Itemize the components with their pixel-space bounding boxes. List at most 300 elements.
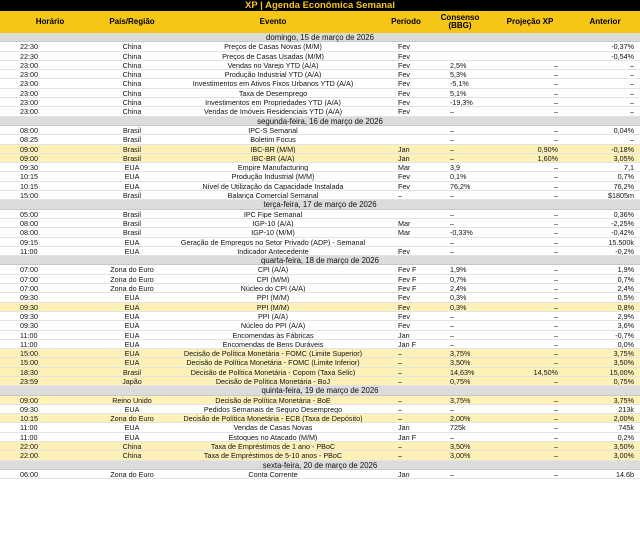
cell-time: 23:00 <box>20 88 38 98</box>
cell-consensus: 3,00% <box>450 451 471 460</box>
cell-country: EUA <box>124 311 140 321</box>
table-row <box>0 442 640 451</box>
cell-event: IBC-BR (A/A) <box>251 153 295 163</box>
cell-time: 23:00 <box>20 107 38 116</box>
cell-consensus: – <box>450 191 454 200</box>
cell-period: Fev F <box>398 284 417 293</box>
cell-period: – <box>398 451 402 460</box>
cell-period: Jan <box>398 330 410 339</box>
cell-event: Núcleo do CPI (A/A) <box>240 284 306 293</box>
cell-event: Geração de Empregos no Setor Privado (ADP) - Semanal <box>180 237 366 246</box>
cell-time: 05:00 <box>20 209 38 218</box>
cell-consensus: 2,4% <box>450 284 467 293</box>
cell-time: 08:25 <box>20 135 38 144</box>
table-row <box>0 377 640 386</box>
cell-country: Brasil <box>123 218 141 228</box>
cell-prior: 3,75% <box>613 349 634 358</box>
cell-event: CPI (A/A) <box>257 265 289 274</box>
cell-country: China <box>122 79 142 88</box>
table-row <box>0 238 640 247</box>
cell-time: 08:00 <box>20 218 38 228</box>
cell-period: Fev <box>398 107 410 116</box>
cell-xp-projection: – <box>554 79 558 88</box>
cell-period <box>382 135 430 143</box>
cell-consensus: 5,3% <box>450 70 467 79</box>
cell-xp-projection: – <box>554 181 558 191</box>
cell-consensus: 0,3% <box>450 293 467 302</box>
cell-xp-projection <box>490 42 570 50</box>
cell-prior: – <box>630 60 634 70</box>
table-row <box>0 358 640 367</box>
table-row <box>0 145 640 154</box>
cell-event: Decisão de Política Monetária - FOMC (Limite Inferior) <box>186 358 360 367</box>
cell-country: China <box>122 70 142 79</box>
cell-period: – <box>398 367 402 376</box>
cell-prior: – <box>630 70 634 79</box>
cell-consensus: – <box>450 125 454 135</box>
cell-xp-projection: – <box>554 163 558 172</box>
cell-country: EUA <box>124 321 140 330</box>
cell-xp-projection: – <box>554 349 558 358</box>
cell-period: Fev <box>398 79 410 88</box>
cell-consensus <box>430 52 490 60</box>
table-row <box>0 79 640 88</box>
cell-country: Brasil <box>123 191 141 200</box>
cell-time: 09:30 <box>20 404 38 414</box>
cell-xp-projection: – <box>554 228 558 237</box>
table-row <box>0 275 640 284</box>
cell-xp-projection: – <box>554 70 558 79</box>
cell-country: China <box>122 60 142 70</box>
cell-prior: 3,75% <box>613 395 634 404</box>
cell-consensus: – <box>450 321 454 330</box>
table-row <box>0 303 640 312</box>
cell-country: EUA <box>124 339 140 349</box>
cell-event: IPC-S Semanal <box>248 125 298 135</box>
cell-time: 09:30 <box>20 302 38 311</box>
cell-time: 09:30 <box>20 293 38 302</box>
cell-period: Fev F <box>398 274 417 284</box>
cell-consensus: -0,33% <box>450 228 473 237</box>
table-row <box>0 433 640 442</box>
cell-consensus: 5,1% <box>450 88 467 98</box>
cell-period: – <box>398 191 402 200</box>
cell-consensus: -19,3% <box>450 98 473 107</box>
date-row: quarta-feira, 18 de março de 2026 <box>0 256 640 265</box>
cell-xp-projection: 0,90% <box>537 144 558 153</box>
cell-xp-projection: – <box>554 376 558 386</box>
cell-event: PPI (A/A) <box>258 311 288 321</box>
cell-event: Conta Corrente <box>248 469 298 479</box>
table-row <box>0 312 640 321</box>
cell-period: Jan F <box>398 339 416 349</box>
cell-country: Brasil <box>123 144 141 153</box>
cell-xp-projection: – <box>554 395 558 404</box>
cell-prior: 3,50% <box>613 442 634 451</box>
cell-prior: – <box>630 79 634 88</box>
table-row <box>0 107 640 116</box>
cell-period: Fev <box>398 42 410 51</box>
cell-time: 07:00 <box>20 265 38 274</box>
cell-consensus: – <box>450 432 454 442</box>
cell-country: EUA <box>124 404 140 414</box>
cell-country: China <box>122 442 142 451</box>
cell-event: Investimentos em Ativos Fixos Urbanos YTD (A/A) <box>192 79 354 88</box>
cell-event: Encomendas de Bens Duráveis <box>222 339 324 349</box>
cell-prior: -0,2% <box>615 246 634 256</box>
table-row <box>0 451 640 460</box>
cell-period: Fev <box>398 172 410 181</box>
cell-xp-projection: – <box>554 284 558 293</box>
table-row <box>0 172 640 181</box>
col-header-prior: Anterior <box>589 17 621 26</box>
cell-consensus: – <box>450 135 454 144</box>
cell-prior: -2,25% <box>611 218 634 228</box>
table-row <box>0 396 640 405</box>
cell-xp-projection: – <box>554 442 558 451</box>
cell-xp-projection: – <box>554 218 558 228</box>
cell-time: 08:00 <box>20 228 38 237</box>
cell-event: Vendas no Varejo YTD (A/A) <box>227 60 319 70</box>
cell-country: EUA <box>124 358 140 367</box>
cell-event: PPI (M/M) <box>256 293 290 302</box>
cell-time: 10:15 <box>20 172 38 181</box>
cell-prior: -0,42% <box>611 228 634 237</box>
cell-country: EUA <box>124 423 140 432</box>
cell-period: Jan <box>398 423 410 432</box>
cell-country: Zona do Euro <box>110 265 154 274</box>
cell-time: 18:30 <box>20 367 38 376</box>
cell-consensus: 2,00% <box>450 414 471 423</box>
table-row <box>0 228 640 237</box>
cell-event: CPI (M/M) <box>256 274 290 284</box>
cell-prior: 3,00% <box>613 451 634 460</box>
table-row <box>0 470 640 479</box>
cell-xp-projection: – <box>554 321 558 330</box>
cell-event: Taxa de Empréstimos de 5-10 anos - PBoC <box>203 451 343 460</box>
cell-period: Jan <box>398 153 410 163</box>
cell-xp-projection <box>490 52 570 60</box>
cell-consensus: 3,50% <box>450 358 471 367</box>
cell-period: Fev <box>398 88 410 98</box>
cell-prior: 745k <box>618 423 634 432</box>
cell-period: Jan <box>398 144 410 153</box>
cell-period <box>382 210 430 218</box>
cell-period: Fev <box>398 181 410 191</box>
cell-event: Pedidos Semanais de Seguro Desemprego <box>203 404 343 414</box>
table-row <box>0 42 640 51</box>
table-body <box>0 33 640 479</box>
cell-period: Fev <box>398 293 410 302</box>
cell-time: 15:00 <box>20 191 38 200</box>
col-header-time: Horário <box>35 17 65 26</box>
cell-period: Fev <box>398 311 410 321</box>
cell-consensus: 0,75% <box>450 376 471 386</box>
cell-prior: 0,2% <box>617 432 634 442</box>
cell-xp-projection: – <box>554 60 558 70</box>
cell-country: EUA <box>124 237 140 246</box>
cell-country: Japão <box>122 376 142 386</box>
cell-prior: -0,37% <box>611 42 634 51</box>
table-row <box>0 219 640 228</box>
table-row <box>0 265 640 274</box>
cell-country: EUA <box>124 302 140 311</box>
cell-country: Zona do Euro <box>110 284 154 293</box>
cell-period: Fev <box>398 60 410 70</box>
cell-time: 06:00 <box>20 469 38 479</box>
cell-xp-projection: – <box>554 404 558 414</box>
cell-prior: 3,05% <box>613 153 634 163</box>
cell-country: EUA <box>124 246 140 256</box>
cell-period: – <box>398 442 402 451</box>
cell-period: Fev <box>398 98 410 107</box>
cell-event: Encomendas às Fábricas <box>232 330 314 339</box>
cell-event: IBC-BR (M/M) <box>250 144 296 153</box>
cell-consensus: – <box>450 339 454 349</box>
cell-prior: 15,00% <box>609 367 634 376</box>
cell-prior: 0,0% <box>617 339 634 349</box>
cell-time: 07:00 <box>20 284 38 293</box>
cell-event: Vendas de Imóveis Residenciais YTD (A/A) <box>203 107 343 116</box>
cell-consensus: – <box>450 330 454 339</box>
cell-period: – <box>398 349 402 358</box>
cell-prior: 0,5% <box>617 293 634 302</box>
cell-xp-projection: – <box>554 311 558 321</box>
cell-event: Decisão de Política Monetária - ECB (Taxa de Depósito) <box>183 414 363 423</box>
cell-xp-projection: – <box>554 191 558 200</box>
cell-period: Mar <box>398 218 411 228</box>
col-header-xp-projection: Projeção XP <box>506 17 554 26</box>
cell-time: 23:00 <box>20 98 38 107</box>
cell-period: – <box>398 404 402 414</box>
cell-event: Preços de Casas Usadas (M/M) <box>222 51 324 60</box>
cell-country: China <box>122 42 142 51</box>
cell-event: Nível de Utilização da Capacidade Instalada <box>202 181 344 191</box>
cell-consensus: – <box>450 209 454 218</box>
table-row <box>0 70 640 79</box>
cell-xp-projection: – <box>554 432 558 442</box>
cell-prior: -0,7% <box>615 330 634 339</box>
cell-event: Balança Comercial Semanal <box>227 191 319 200</box>
date-row: sexta-feira, 20 de março de 2026 <box>0 461 640 470</box>
cell-time: 09:00 <box>20 153 38 163</box>
cell-prior: 2,00% <box>613 414 634 423</box>
cell-country: Brasil <box>123 153 141 163</box>
table-row <box>0 414 640 423</box>
cell-prior: – <box>630 135 634 144</box>
cell-consensus <box>430 42 490 50</box>
table-row <box>0 349 640 358</box>
cell-prior: 0,7% <box>617 172 634 181</box>
cell-consensus: 3,75% <box>450 395 471 404</box>
cell-country: Brasil <box>123 135 141 144</box>
cell-time: 11:00 <box>20 246 38 256</box>
cell-consensus: – <box>450 311 454 321</box>
cell-event: IPC Fipe Semanal <box>243 209 303 218</box>
cell-time: 15:00 <box>20 358 38 367</box>
cell-prior: – <box>630 88 634 98</box>
cell-country: China <box>122 51 142 60</box>
cell-event: Taxa de Desemprego <box>238 88 308 98</box>
cell-event: Decisão de Política Monetária - FOMC (Limite Superior) <box>183 349 363 358</box>
cell-event: Produção Industrial YTD (A/A) <box>224 70 322 79</box>
cell-country: Brasil <box>123 367 141 376</box>
table-row <box>0 98 640 107</box>
cell-time: 09:30 <box>20 163 38 172</box>
table-row <box>0 210 640 219</box>
cell-event: Taxa de Empréstimos de 1 ano - PBoC <box>210 442 336 451</box>
col-header-consensus-label: Consenso (BBG) <box>440 13 480 30</box>
cell-country: Zona do Euro <box>110 414 154 423</box>
cell-prior: 15.500k <box>608 237 634 246</box>
cell-time: 08:00 <box>20 125 38 135</box>
cell-prior: $1805m <box>608 191 634 200</box>
cell-country: EUA <box>124 432 140 442</box>
table-row <box>0 135 640 144</box>
cell-country: Brasil <box>123 209 141 218</box>
cell-period <box>382 126 430 134</box>
cell-time: 11:00 <box>20 432 38 442</box>
cell-period: – <box>398 395 402 404</box>
cell-event: Empire Manufacturing <box>237 163 309 172</box>
cell-time: 11:00 <box>20 339 38 349</box>
cell-period: Jan F <box>398 432 416 442</box>
cell-prior: 0,75% <box>613 376 634 386</box>
cell-prior: 0,7% <box>617 274 634 284</box>
cell-prior: 7,1 <box>624 163 634 172</box>
cell-event: IGP-10 (M/M) <box>251 228 295 237</box>
cell-time: 09:30 <box>20 321 38 330</box>
cell-xp-projection: – <box>554 414 558 423</box>
date-row: terça-feira, 17 de março de 2026 <box>0 200 640 209</box>
cell-time: 23:59 <box>20 376 38 386</box>
cell-consensus: 0,3% <box>450 302 467 311</box>
cell-xp-projection: – <box>554 237 558 246</box>
cell-period: Fev <box>398 70 410 79</box>
cell-country: China <box>122 88 142 98</box>
cell-country: Brasil <box>123 125 141 135</box>
cell-prior: 1,9% <box>617 265 634 274</box>
cell-time: 22:30 <box>20 51 38 60</box>
table-row <box>0 126 640 135</box>
cell-period: – <box>398 358 402 367</box>
cell-xp-projection: – <box>554 339 558 349</box>
table-row <box>0 89 640 98</box>
cell-prior: 3,6% <box>617 321 634 330</box>
cell-period: Fev <box>398 321 410 330</box>
cell-period: – <box>398 376 402 386</box>
cell-period: Mar <box>398 228 411 237</box>
table-row <box>0 340 640 349</box>
cell-xp-projection: 1,60% <box>537 153 558 163</box>
cell-consensus: 3,9 <box>450 163 460 172</box>
cell-period: Fev <box>398 246 410 256</box>
cell-country: Zona do Euro <box>110 469 154 479</box>
cell-consensus: – <box>450 107 454 116</box>
cell-xp-projection: – <box>554 135 558 144</box>
cell-event: Núcleo do PPI (A/A) <box>240 321 306 330</box>
cell-time: 22:00 <box>20 451 38 460</box>
cell-prior: 213k <box>618 404 634 414</box>
cell-country: EUA <box>124 293 140 302</box>
cell-time: 22:00 <box>20 442 38 451</box>
table-row <box>0 405 640 414</box>
cell-xp-projection: – <box>554 293 558 302</box>
cell-consensus: 725k <box>450 423 466 432</box>
cell-xp-projection: – <box>554 451 558 460</box>
date-row: segunda-feira, 16 de março de 2026 <box>0 117 640 126</box>
cell-event: Decisão de Política Monetária - BoE <box>215 395 331 404</box>
cell-country: EUA <box>124 181 140 191</box>
cell-country: EUA <box>124 172 140 181</box>
cell-country: China <box>122 98 142 107</box>
cell-xp-projection: – <box>554 125 558 135</box>
col-header-period: Período <box>391 17 421 26</box>
date-row: quinta-feira, 19 de março de 2026 <box>0 386 640 395</box>
cell-time: 15:00 <box>20 349 38 358</box>
cell-event: Decisão de Política Monetária - Copom (Taxa Selic) <box>190 367 356 376</box>
cell-country: China <box>122 107 142 116</box>
cell-prior: 14.6b <box>616 469 634 479</box>
table-row <box>0 61 640 70</box>
cell-xp-projection: – <box>554 302 558 311</box>
cell-xp-projection: – <box>554 88 558 98</box>
cell-prior: 76,2% <box>613 181 634 191</box>
table-row <box>0 284 640 293</box>
cell-time: 11:00 <box>20 330 38 339</box>
cell-time: 09:15 <box>20 237 38 246</box>
cell-consensus: 2,5% <box>450 60 467 70</box>
cell-period: Mar <box>398 163 411 172</box>
cell-period: – <box>398 414 402 423</box>
cell-event: Investimentos em Propriedades YTD (A/A) <box>205 98 341 107</box>
cell-period: Jan <box>398 469 410 479</box>
cell-xp-projection: – <box>554 98 558 107</box>
cell-period: Fev <box>398 51 410 60</box>
cell-prior: 0,04% <box>613 125 634 135</box>
cell-consensus: – <box>450 144 454 153</box>
cell-prior: – <box>630 107 634 116</box>
cell-xp-projection: – <box>554 423 558 432</box>
cell-event: PPI (M/M) <box>256 302 290 311</box>
cell-time: 09:00 <box>20 144 38 153</box>
col-header-country: País/Região <box>109 17 155 26</box>
cell-xp-projection: – <box>554 469 558 479</box>
cell-event: Vendas de Casas Novas <box>233 423 313 432</box>
cell-country: China <box>122 451 142 460</box>
table-row <box>0 247 640 256</box>
cell-xp-projection: 14,50% <box>533 367 558 376</box>
cell-consensus: 0,1% <box>450 172 467 181</box>
cell-xp-projection: – <box>554 107 558 116</box>
cell-xp-projection: – <box>554 246 558 256</box>
date-row: domingo, 15 de março de 2026 <box>0 33 640 42</box>
cell-prior: 2,9% <box>617 311 634 321</box>
cell-time: 07:00 <box>20 274 38 284</box>
cell-consensus: – <box>450 469 454 479</box>
cell-event: Decisão de Política Monetária - BoJ <box>215 376 331 386</box>
cell-time: 23:00 <box>20 79 38 88</box>
table-row <box>0 163 640 172</box>
cell-xp-projection: – <box>554 330 558 339</box>
cell-period <box>382 238 430 246</box>
cell-consensus: – <box>450 218 454 228</box>
cell-time: 10:15 <box>20 181 38 191</box>
cell-country: EUA <box>124 330 140 339</box>
table-row <box>0 321 640 330</box>
cell-country: Zona do Euro <box>110 274 154 284</box>
cell-time: 11:00 <box>20 423 38 432</box>
